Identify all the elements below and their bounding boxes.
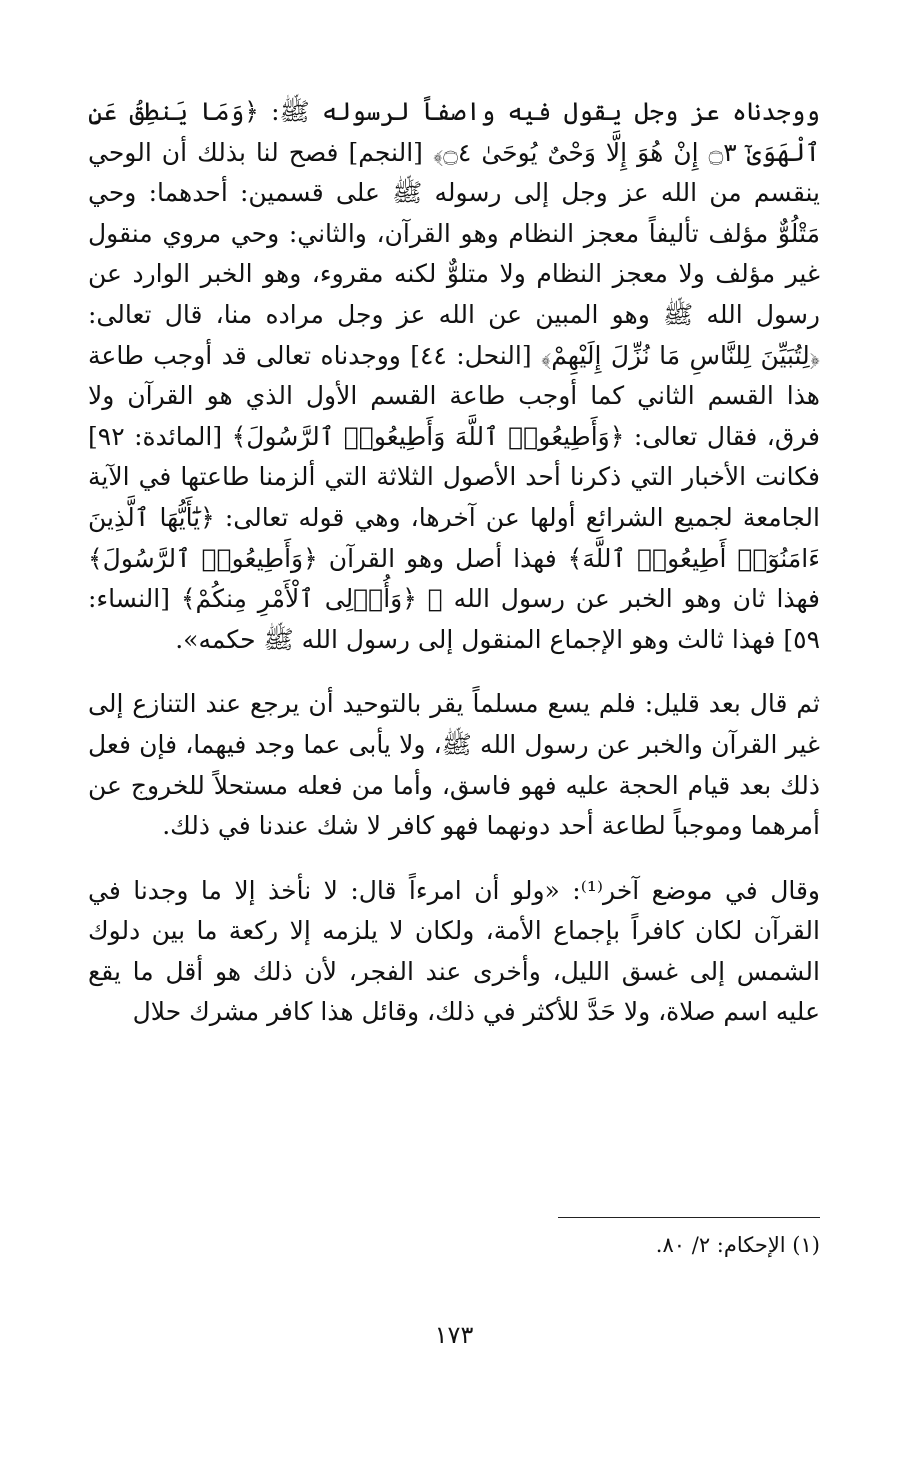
book-page — [88, 92, 820, 1452]
paragraph-2: ثم قال بعد قليل: فلم يسع مسلماً يقر بالتوحيد أن يرجع عند التنازع إلى غير القرآن والخبر عن رسول الله ﷺ، ولا يأبى عما وجد فيهما، فإن فعل ذلك بعد قيام الحجة عليه فهو فاسق، وأما من فعله مستحلاً للخروج عن أمرهما وموجباً لطاعة أحد دونهما فهو كافر لا شك عندنا في ذلك. — [88, 689, 820, 841]
page-number: ١٧٣ — [434, 1321, 474, 1349]
paragraph-3: وقال في موضع آخر⁽¹⁾: «ولو أن امرءاً قال: لا نأخذ إلا ما وجدنا في القرآن لكان كافراً بإجماع الأمة، ولكان لا يلزمه إلا ركعة ما بين دلوك الشمس إلى غسق الليل، وأخرى عند الفجر، لأن ذلك هو أقل ما يقع عليه اسم صلاة، ولا حَدَّ للأكثر في ذلك، وقائل هذا كافر مشرك حلال — [88, 875, 820, 1027]
footnote-separator — [558, 1217, 820, 1218]
paragraph-1: ووجدناه عز وجل يقول فيه واصفاً لرسوله ﷺ: ﴿وَمَا يَنطِقُ عَنِ ٱلْهَوَىٰٓ ۝٣ إِنْ هُوَ إِلَّا وَحْىٌ يُوحَىٰ ۝٤﴾ [النجم] فصح لنا بذلك أن الوحي ينقسم من الله عز وجل إلى رسوله ﷺ على قسمين: أحدهما: وحي مَتْلُوٌّ مؤلف تأليفاً معجز النظام وهو القرآن، والثاني: وحي مروي منقول غير مؤلف ولا معجز النظام ولا متلوٌّ لكنه مقروء، وهو الخبر الوارد عن رسول الله ﷺ وهو المبين عن الله عز وجل مراده منا، قال تعالى: ﴿لِتُبَيِّنَ لِلنَّاسِ مَا نُزِّلَ إِلَيْهِمْ﴾ [النحل: ٤٤] ووجدناه تعالى قد أوجب طاعة هذا القسم الثاني كما أوجب طاعة القسم الأول الذي هو القرآن ولا فرق، فقال تعالى: ﴿وَأَطِيعُوا۟ ٱللَّهَ وَأَطِيعُوا۟ ٱلرَّسُولَ﴾ [المائدة: ٩٢] فكانت الأخبار التي ذكرنا أحد الأصول الثلاثة التي ألزمنا طاعتها في الآية الجامعة لجميع الشرائع أولها عن آخرها، وهي قوله تعالى: ﴿يَٰٓأَيُّهَا ٱلَّذِينَ ءَامَنُوٓا۟ أَطِيعُوا۟ ٱللَّهَ﴾ فهذا أصل وهو القرآن ﴿وَأَطِيعُوا۟ ٱلرَّسُولَ﴾ فهذا ثان وهو الخبر عن رسول الله ﷺ ﴿وَأُو۟لِى ٱلْأَمْرِ مِنكُمْ﴾ [النساء: ٥٩] فهذا ثالث وهو الإجماع المنقول إلى رسول الله ﷺ حكمه». — [88, 97, 821, 654]
footnote: (١) الإحكام: ٢/ ٨٠. — [655, 1233, 820, 1257]
